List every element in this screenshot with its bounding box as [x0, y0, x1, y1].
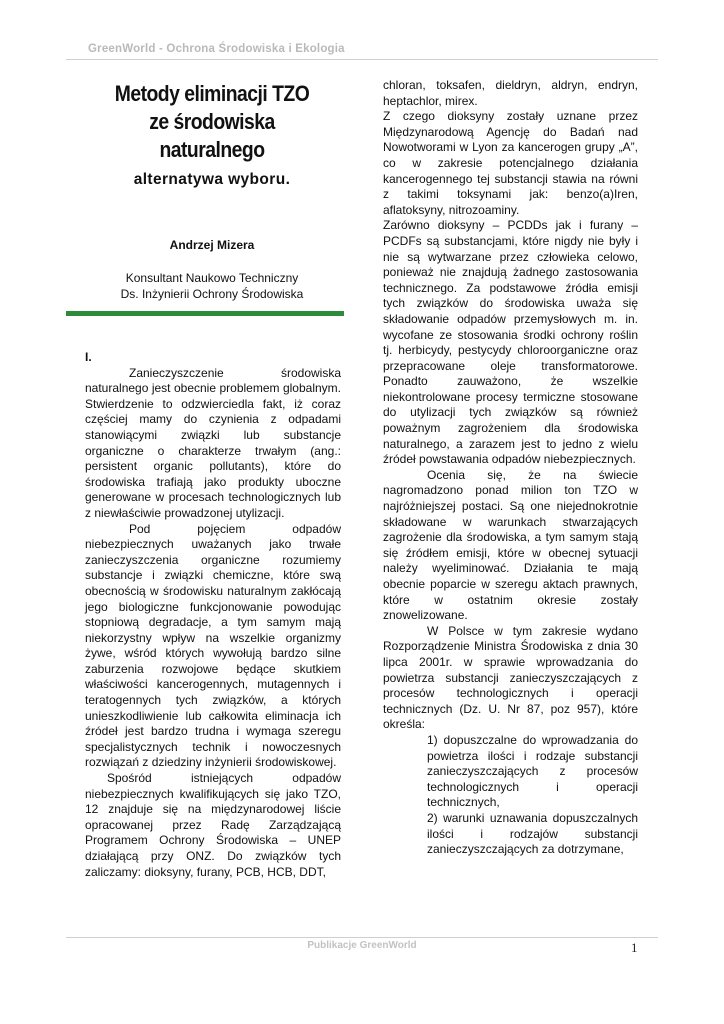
paragraph: Ocenia się, że na świecie nagromadzono ponad milion ton TZO w najróżniejszej postaci. Są one niejednokrotnie składowane w warunkach stwarzających zagrożenie dla środowiska, a tym samym stają się źródłem emisji, które w obecnej sytuacji należy wyeliminować. Działania te mają obecnie poparcie w szeregu aktach prawnych, które w ostatnim okresie zostały znowelizowane.	[383, 467, 638, 623]
paragraph: Spośród istniejących odpadów niebezpiecznych kwalifikujących się jako TZO, 12 znajduje się na międzynarodowej liście opracowanej przez Radę Zarządzającą Programem Ochrony Środowiska – UNEP działającą przy ONZ. Do związków tych zaliczamy: dioksyny, furany, PCB, HCB, DDT,	[85, 771, 341, 879]
paragraph: W Polsce w tym zakresie wydano Rozporządzenie Ministra Środowiska z dnia 30 lipca 2001r. w sprawie wprowadzania do powietrza substancji zanieczyszczających z procesów technologicznych i operacji technicznych (Dz. U. Nr 87, poz 957), które określa:	[383, 623, 638, 732]
paragraph: Zarówno dioksyny – PCDDs jak i furany – PCDFs są substancjami, które nigdy nie były i nie są wytwarzane przez człowieka celowo, ponieważ nie znajdują żadnego zastosowania technicznego. Za podstawowe źródła emisji tych związków do środowiska uważa się składowanie odpadów przemysłowych m. in. wycofane ze stosowania środki ochrony roślin tj. herbicydy, pestycydy chloroorganiczne oraz przepracowane oleje transformatorowe. Ponadto zauważono, że wszelkie niekontrolowane procesy termiczne stosowane do utylizacji tych związków są również poważnym zagrożeniem dla środowiska naturalnego, a zarazem jest to jedno z wielu źródeł powstawania odpadów niebezpiecznych.	[383, 218, 638, 467]
title-divider-green	[66, 311, 344, 316]
author-name: Andrzej Mizera	[169, 238, 255, 252]
article-title	[98, 80, 325, 164]
running-header: GreenWorld - Ochrona Środowiska i Ekologia	[88, 43, 345, 55]
paragraph: chloran, toksafen, dieldryn, aldryn, endryn, heptachlor, mirex.	[383, 78, 638, 108]
affiliation-line-1: Konsultant Naukowo Techniczny	[125, 271, 299, 285]
title-line-3: naturalnego	[159, 137, 265, 162]
paragraph: Pod pojęciem odpadów niebezpiecznych uważanych jako trwałe zanieczyszczenia organiczne rozumiemy substancje i związki chemiczne, które swą obecnością w środowisku naturalnym zakłócają jego biologiczne funkcjonowanie powodując stopniową degradacje, a tym samym mają niekorzystny wpływ na wszelkie organizmy żywe, wśród których wywołują bardzo silne zaburzenia rozwojowe będące skutkiem właściwości kancerogennych, mutagennych i teratogennych tych związków, a których unieszkodliwienie lub całkowita eliminacja ich źródeł jest bardzo trudna i wymaga szeregu specjalistycznych technik i nowoczesnych rozwiązań z dziedziny inżynierii środowiskowej.	[85, 521, 341, 770]
header-divider	[66, 59, 658, 60]
author-affiliation	[80, 270, 344, 302]
section-heading: I.	[85, 350, 92, 364]
title-line-2: ze środowiska	[149, 109, 275, 134]
affiliation-line-2: Ds. Inżynierii Ochrony Środowiska	[120, 287, 304, 301]
left-column	[85, 350, 341, 880]
list-item: 2) warunki uznawania dopuszczalnych ilości i rodzajów substancji zanieczyszczających za dotrzymane,	[427, 810, 638, 857]
page-number: 1	[631, 940, 638, 955]
title-line-1: Metody eliminacji TZO	[114, 81, 310, 106]
article-subtitle: alternatywa wyboru.	[133, 171, 291, 188]
paragraph: Zanieczyszczenie środowiska naturalnego jest obecnie problemem globalnym. Stwierdzenie to odzwierciedla fakt, iż coraz częściej mamy do czynienia z odpadami stanowiącymi związki lub substancje organiczne o charakterze trwałym (ang.: persistent organic pollutants), które do środowiska trafiają jako produkty uboczne generowane w procesach technologicznych lub z niewłaściwie prowadzonej utylizacji.	[85, 365, 341, 520]
footer-divider	[66, 937, 658, 938]
right-column	[383, 78, 638, 858]
list-item: 1) dopuszczalne do wprowadzania do powietrza ilości i rodzaje substancji zanieczyszczających z procesów technologicznych i operacji technicznych,	[427, 732, 638, 810]
paragraph: Z czego dioksyny zostały uznane przez Międzynarodową Agencję do Badań nad Nowotworami w Lyon za kancerogen grupy „A”, co w zakresie potencjalnego działania kancerogennego tej substancji stawia na równi z takimi toksynami jak: benzo(a)Iren, aflatoksyny, nitrozoaminy.	[383, 109, 638, 217]
footer-publication: Publikacje GreenWorld	[307, 940, 417, 951]
